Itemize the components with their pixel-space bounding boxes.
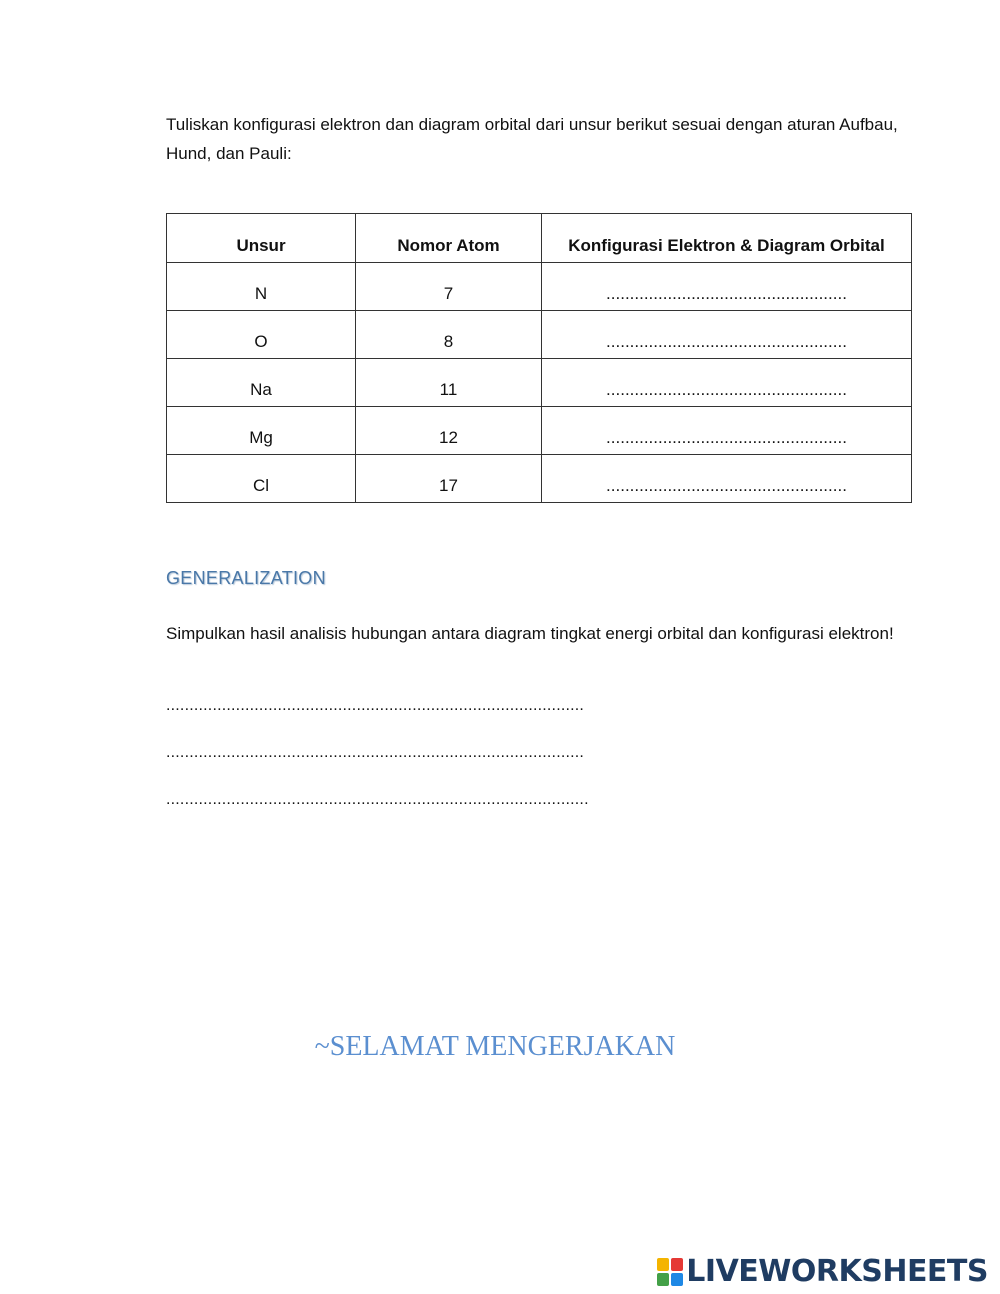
answer-line[interactable]: .......................................................................................... [166,697,585,714]
logo-square [657,1273,669,1286]
cell-nomor-atom: 12 [356,407,542,455]
table-row [167,359,912,407]
table-row [167,263,912,311]
closing-message: ~SELAMAT MENGERJAKAN [314,1031,676,1062]
cell-konfigurasi-answer[interactable]: ................................................... [542,407,912,455]
generalization-heading: GENERALIZATION [166,568,326,588]
cell-nomor-atom: 11 [356,359,542,407]
answer-line[interactable]: ........................................................................................... [166,791,589,808]
header-unsur: Unsur [167,214,356,263]
cell-konfigurasi-answer[interactable]: ................................................... [542,455,912,503]
header-konfigurasi: Konfigurasi Elektron & Diagram Orbital [542,214,912,263]
cell-unsur: Na [167,359,356,407]
instruction-text: Tuliskan konfigurasi elektron dan diagram orbital dari unsur berikut sesuai dengan aturan Aufbau, Hund, dan Pauli: [166,115,898,163]
answer-line[interactable]: .......................................................................................... [166,744,585,761]
cell-unsur: Cl [167,455,356,503]
generalization-question: Simpulkan hasil analisis hubungan antara diagram tingkat energi orbital dan konfigurasi elektron! [166,624,894,643]
cell-konfigurasi-answer[interactable]: ................................................... [542,263,912,311]
header-nomor-atom: Nomor Atom [356,214,542,263]
cell-nomor-atom: 8 [356,311,542,359]
element-table [166,213,912,503]
logo-square [657,1258,669,1271]
cell-unsur: O [167,311,356,359]
brand-watermark [657,1254,988,1289]
liveworksheets-logo-icon [657,1258,683,1286]
logo-square [671,1258,683,1271]
cell-nomor-atom: 7 [356,263,542,311]
cell-konfigurasi-answer[interactable]: ................................................... [542,311,912,359]
brand-name: LIVEWORKSHEETS [686,1254,988,1289]
logo-square [671,1273,683,1286]
table-row [167,455,912,503]
cell-unsur: N [167,263,356,311]
table-header-row [167,214,912,263]
cell-konfigurasi-answer[interactable]: ................................................... [542,359,912,407]
cell-nomor-atom: 17 [356,455,542,503]
table-row [167,311,912,359]
cell-unsur: Mg [167,407,356,455]
table-row [167,407,912,455]
